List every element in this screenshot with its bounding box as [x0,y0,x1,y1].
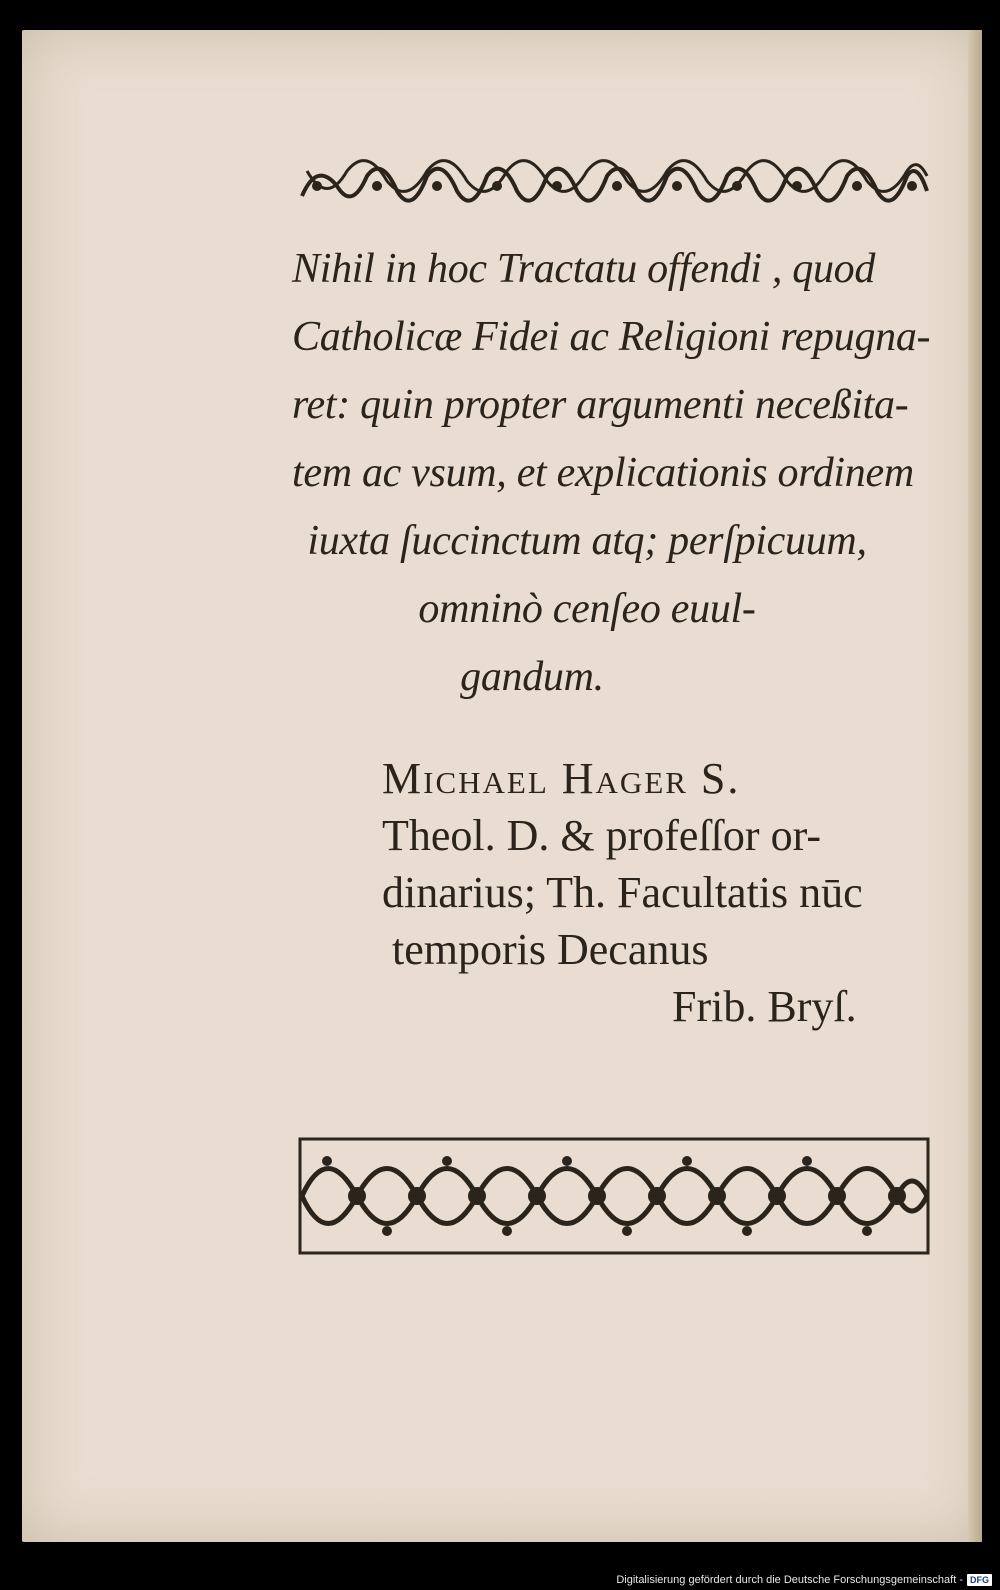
latin-line: ret: quin propter argumenti neceßita- [292,382,909,428]
latin-line: tem ac vsum, et explicationis ordinem [292,450,914,496]
bottom-ornament-band [297,1131,932,1261]
latin-line: omninò cenſeo euul- [418,586,756,632]
approbation-text [292,235,942,711]
dfg-logo: DFG [967,1574,992,1586]
latin-line: gandum. [460,654,604,700]
latin-line: iuxta ſuccinctum atq; perſpicuum, [307,518,867,564]
signature-line: Theol. D. & profeſſor or- [382,811,821,860]
signature-line: dinarius; Th. Facultatis nūc [382,868,863,917]
latin-line: Catholicæ Fidei ac Religioni repugna- [292,314,931,360]
book-page [22,30,982,1542]
signature-block [382,750,942,1035]
ornament-bottom-svg [297,1131,932,1261]
ornament-top-svg [297,151,932,221]
digitization-footer [616,1574,992,1586]
signature-name: Michael Hager S. [382,754,741,803]
signature-line: Frib. Bryſ. [672,982,857,1031]
signature-line: temporis Decanus [392,925,709,974]
latin-line: Nihil in hoc Tractatu offendi , quod [292,246,876,292]
top-ornament-band [297,151,932,221]
footer-text: Digitalisierung gefördert durch die Deutsche Forschungsgemeinschaft - [616,1574,963,1586]
page-edge [968,30,982,1542]
